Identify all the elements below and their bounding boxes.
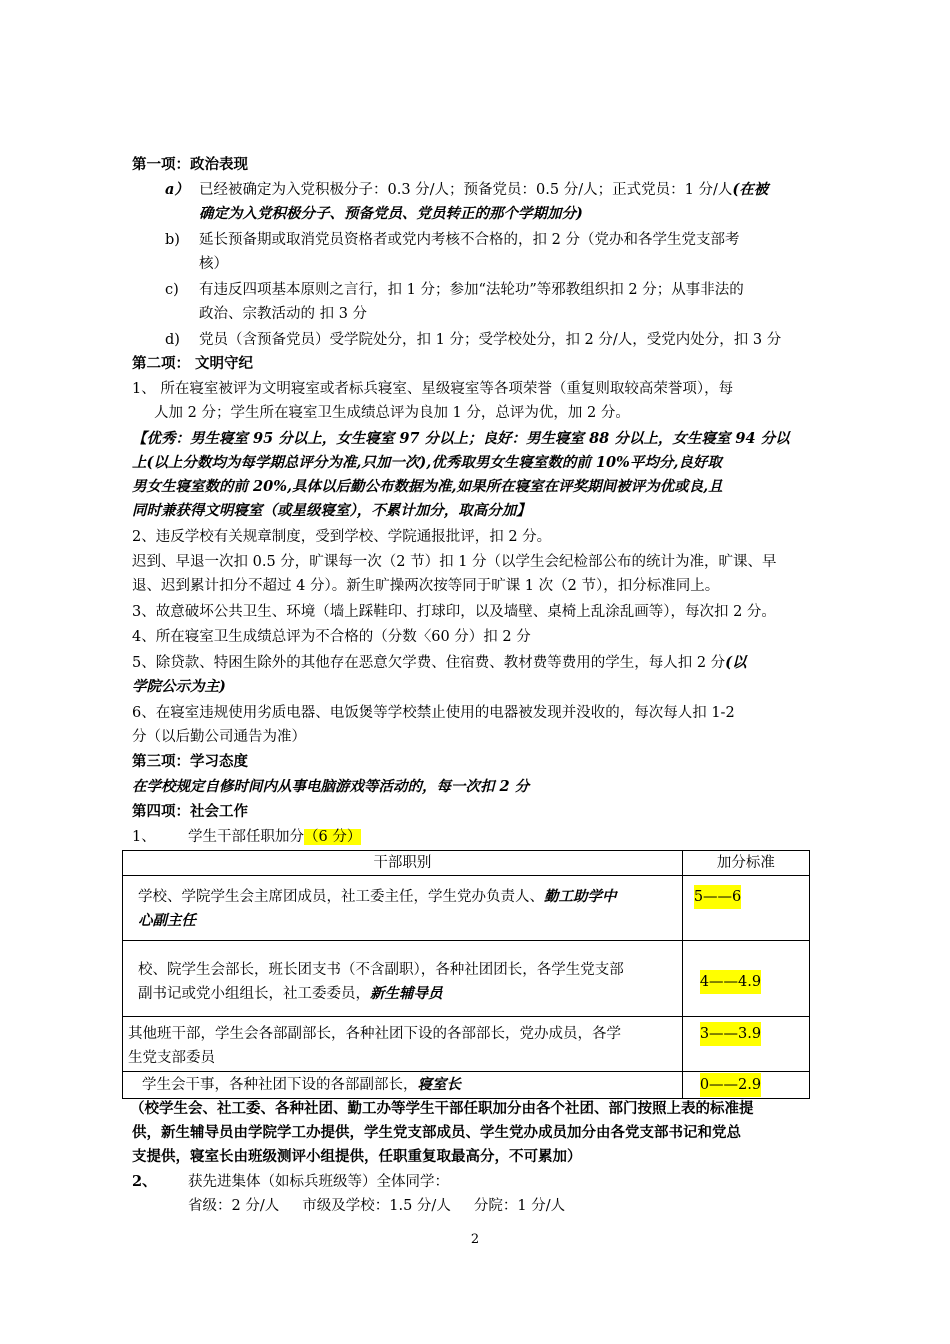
sec2-p6b: 分（以后勤公司通告为准） (132, 729, 306, 745)
table-cell-role (123, 941, 683, 1017)
section-3-title: 第三项：学习态度 (132, 753, 248, 770)
sec2-note-4: 同时兼获得文明寝室（或星级寝室），不累计加分，取高分加】 (132, 502, 531, 519)
page-number: 2 (470, 1232, 480, 1247)
row-4-text: 学生会干事，各种社团下设的各部副部长， (142, 1077, 418, 1093)
table-cell-role (123, 876, 683, 941)
sec2-p5-text: 5、除贷款、特困生除外的其他存在恶意欠学费、住宿费、教材费等费用的学生，每人扣 2 分 (132, 655, 726, 671)
item-d-label: d) (165, 332, 180, 348)
sec4-item1-text: 学生干部任职加分 (188, 829, 304, 845)
item-a-label: a） (165, 181, 189, 198)
row-2-bold: 新生辅导员 (370, 985, 443, 1002)
table-header-role: 干部职别 (123, 851, 683, 876)
item-c-text: 有违反四项基本原则之言行，扣 1 分；参加“法轮功”等邪教组织扣 2 分；从事非法的 (199, 282, 744, 298)
table-cell-score (682, 1072, 809, 1099)
sec4-item2 (132, 1170, 449, 1194)
item-b-text-2: 核） (199, 256, 228, 272)
table-row (123, 941, 810, 1017)
sec4-item2-text: 获先进集体（如标兵班级等）全体同学： (188, 1174, 449, 1190)
sec4-item1-highlight: （6 分） (304, 829, 362, 845)
item-a-text: 已经被确定为入党积极分子：0.3 分/人；预备党员：0.5 分/人；正式党员：1 分/人 (199, 182, 733, 198)
section-1-title: 第一项：政治表现 (132, 156, 248, 173)
sec2-p2: 2、违反学校有关规章制度，受到学校、学院通报批评，扣 2 分。 (132, 529, 552, 545)
sec2-note-3: 男女生寝室数的前 20%,具体以后勤公布数据为准,如果所在寝室在评奖期间被评为优或良,且 (132, 478, 723, 495)
table-cell-score (682, 941, 809, 1017)
row-1-bold-2: 心副主任 (138, 912, 196, 929)
item-c-text-2: 政治、宗教活动的 扣 3 分 (199, 306, 368, 322)
sec2-p4: 4、所在寝室卫生成绩总评为不合格的（分数〈60 分）扣 2 分 (132, 629, 531, 645)
item-b (165, 228, 739, 252)
row-1-bold: 勤工助学中 (544, 888, 617, 905)
sec4-item2-detail: 省级：2 分/人 市级及学校：1.5 分/人 分院：1 分/人 (188, 1198, 566, 1214)
item-c (165, 278, 744, 302)
sec2-p5-bold: (以 (725, 654, 747, 671)
sec2-p1: 1、 所在寝室被评为文明寝室或者标兵寝室、星级寝室等各项荣誉（重复则取较高荣誉项），每 (132, 381, 734, 397)
item-a (165, 178, 768, 202)
row-3-text-2: 生党支部委员 (128, 1050, 215, 1066)
row-3-text: 其他班干部，学生会各部副部长，各种社团下设的各部部长，党办成员，各学 (128, 1026, 621, 1042)
row-1-score: 5——6 (694, 885, 741, 909)
table-cell-score (682, 876, 809, 941)
sec4-note-2: 供，新生辅导员由学院学工办提供，学生党支部成员、学生党办成员加分由各党支部书记和党总 (132, 1124, 741, 1141)
row-1-text: 学校、学院学生会主席团成员，社工委主任，学生党办负责人、 (138, 889, 544, 905)
row-4-bold: 寝室长 (417, 1076, 461, 1093)
sec3-text: 在学校规定自修时间内从事电脑游戏等活动的，每一次扣 2 分 (132, 778, 530, 795)
sec2-p5-bold-2: 学院公示为主) (132, 678, 226, 695)
section-4-title: 第四项：社会工作 (132, 803, 248, 820)
item-c-label: c) (165, 282, 179, 298)
sec2-p5 (132, 651, 747, 675)
sec4-note-3: 支提供，寝室长由班级测评小组提供，任职重复取最高分，不可累加） (132, 1148, 582, 1165)
sec2-p6: 6、在寝室违规使用劣质电器、电饭煲等学校禁止使用的电器被发现并没收的，每次每人扣 1-2 (132, 705, 735, 721)
item-d (165, 328, 781, 352)
sec4-item1 (132, 825, 361, 849)
item-a-bold-2: 确定为入党积极分子、预备党员、党员转正的那个学期加分) (199, 205, 583, 222)
item-b-label: b) (165, 232, 180, 248)
row-2-text: 校、院学生会部长，班长团支书（不含副职），各种社团团长，各学生党支部 (138, 962, 624, 978)
table-row (123, 1072, 810, 1099)
sec2-note-2: 上(以上分数均为每学期总评分为准,只加一次),优秀取男女生寝室数的前 10%平均分,良好取 (132, 454, 722, 471)
item-a-bold: (在被 (732, 181, 769, 198)
sec4-item1-label: 1、 (132, 829, 156, 845)
table-row (123, 1017, 810, 1072)
row-2-score: 4——4.9 (700, 970, 761, 994)
section-2-title: 第二项： 文明守纪 (132, 355, 254, 372)
row-4-score: 0——2.9 (700, 1073, 761, 1097)
table-cell-role (123, 1017, 683, 1072)
sec2-p2b: 迟到、早退一次扣 0.5 分，旷课每一次（2 节）扣 1 分（以学生会纪检部公布的统计为准，旷课、早 (132, 554, 777, 570)
item-b-text: 延长预备期或取消党员资格者或党内考核不合格的，扣 2 分（党办和各学生党支部考 (199, 232, 740, 248)
table-header-score: 加分标准 (682, 851, 809, 876)
sec4-note-1: （校学生会、社工委、各种社团、勤工办等学生干部任职加分由各个社团、部门按照上表的标准提 (130, 1100, 754, 1117)
sec2-p2c: 退、迟到累计扣分不超过 4 分）。新生旷操两次按等同于旷课 1 次（2 节），扣分标准同上。 (132, 578, 720, 594)
row-3-score: 3——3.9 (700, 1022, 761, 1046)
sec4-item2-label: 2、 (132, 1173, 157, 1190)
sec2-p1b: 人加 2 分；学生所在寝室卫生成绩总评为良加 1 分，总评为优，加 2 分。 (154, 405, 630, 421)
role-score-table (122, 850, 810, 1099)
sec2-p3: 3、故意破坏公共卫生、环境（墙上踩鞋印、打球印，以及墙壁、桌椅上乱涂乱画等），每次扣 2 分。 (132, 604, 776, 620)
table-cell-role (123, 1072, 683, 1099)
row-2-text-2: 副书记或党小组组长，社工委委员， (138, 986, 370, 1002)
sec2-note-1: 【优秀：男生寝室 95 分以上，女生寝室 97 分以上；良好：男生寝室 88 分以上，女生寝室 94 分以 (132, 430, 790, 447)
table-header-row (123, 851, 810, 876)
item-d-text: 党员（含预备党员）受学院处分，扣 1 分；受学校处分，扣 2 分/人，受党内处分，扣 3 分 (199, 332, 782, 348)
table-row (123, 876, 810, 941)
table-cell-score (682, 1017, 809, 1072)
